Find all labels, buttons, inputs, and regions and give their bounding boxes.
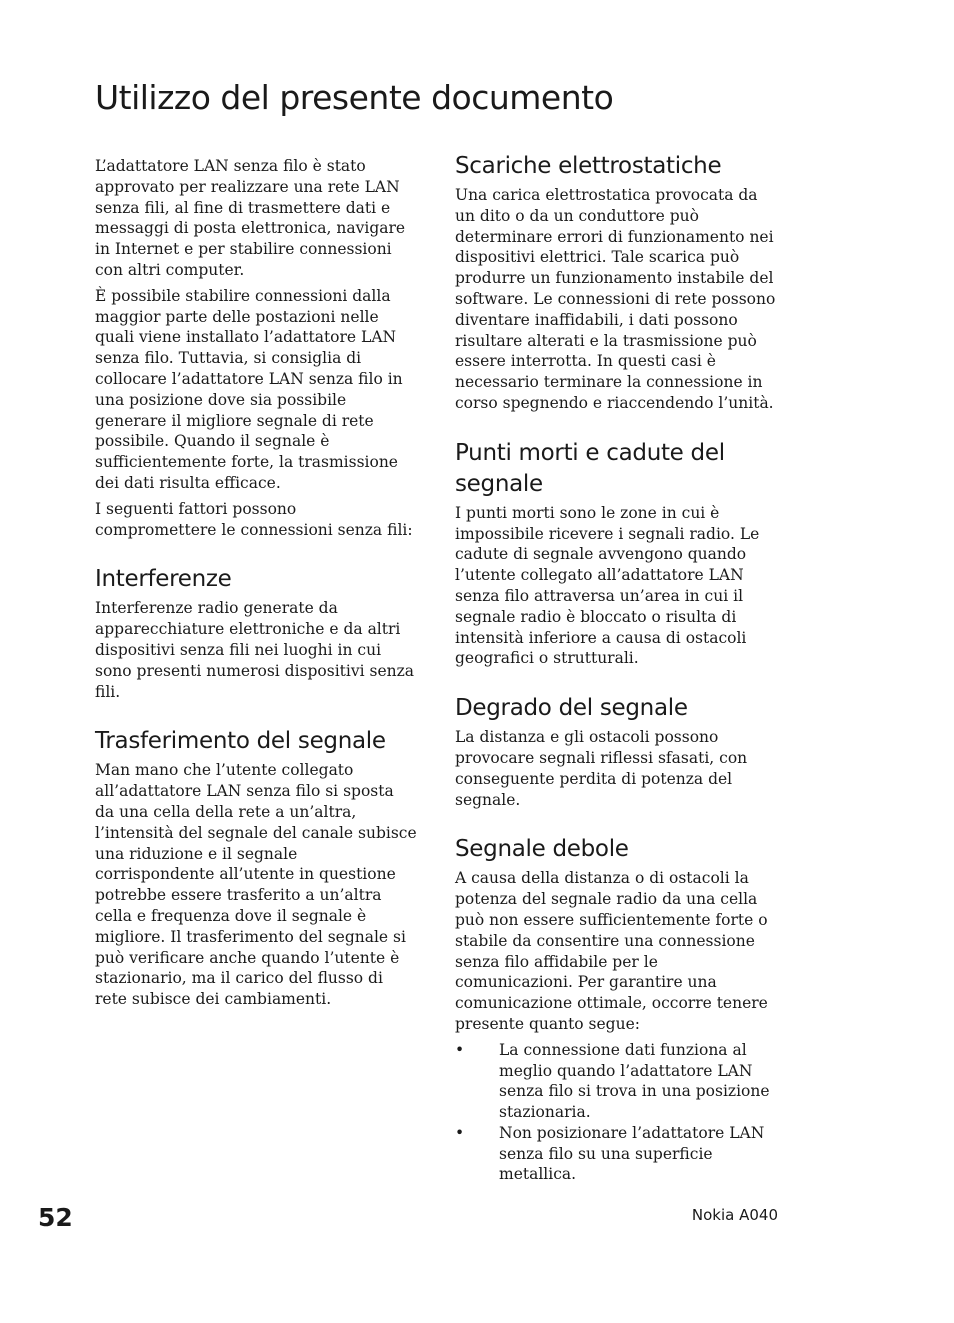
section-heading-punti-morti: Punti morti e cadute del segnale	[455, 439, 725, 497]
page-number: 52	[38, 1203, 73, 1232]
section-body-punti-morti: I punti morti sono le zone in cui è impossibile ricevere i segnali radio. Le cadute di segnale avvengono quando l’utente collegato all’adattatore LAN senza filo attraversa un’area in cui il segnale radio è bloccato o risulta di intensità inferiore a causa di ostacoli geografici o strutturali.	[455, 503, 760, 668]
bullet-icon: •	[455, 1123, 465, 1142]
section-heading-segnale-debole: Segnale debole	[455, 836, 629, 863]
section-body-interferenze: Interferenze radio generate da apparecchiature elettroniche e da altri dispositivi senza fili nei luoghi in cui sono presenti numerosi dispositivi senza fili.	[95, 599, 415, 701]
section-heading-scariche: Scariche elettrostatiche	[455, 153, 722, 179]
section-heading-degrado: Degrado del segnale	[455, 695, 688, 722]
section-body-trasferimento: Man mano che l’utente collegato all’adattatore LAN senza filo si sposta da una cella della rete a un’altra, l’intensità del segnale del canale subisce una riduzione e il segnale corrispondente all’utente in questione potrebbe essere trasferito a un’altra cella e frequenza dove il segnale è migliore. Il trasferimento del segnale si può verificare anche quando l’utente è stazionario, ma il carico del flusso di rete subisce dei cambiamenti.	[95, 761, 417, 1009]
section-heading-interferenze: Interferenze	[95, 566, 232, 593]
right-column	[455, 151, 779, 1185]
footer-product-name: Nokia A040	[691, 1206, 778, 1224]
section-heading-trasferimento: Trasferimento del segnale	[95, 728, 386, 755]
intro-paragraph: È possibile stabilire connessioni dalla maggior parte delle postazioni nelle quali viene installato l’adattatore LAN senza filo. Tuttavia, si consiglia di collocare l’adattatore LAN senza filo in una posizione dove sia possibile generare il migliore segnale di rete possibile. Quando il segnale è sufficientemente forte, la trasmissione dei dati risulta efficace.	[95, 286, 403, 492]
list-item	[455, 1040, 779, 1123]
list-item-text: La connessione dati funziona al meglio quando l’adattatore LAN senza filo si trova in una posizione stazionaria.	[499, 1040, 770, 1122]
bullet-list	[455, 1040, 779, 1186]
intro-paragraph: L’adattatore LAN senza filo è stato approvato per realizzare una rete LAN senza fili, al fine di trasmettere dati e messaggi di posta elettronica, navigare in Internet e per stabilire connessioni con altri computer.	[95, 157, 406, 279]
section-body-degrado: La distanza e gli ostacoli possono provocare segnali riflessi sfasati, con conseguente perdita di potenza del segnale.	[455, 728, 748, 809]
page-title: Utilizzo del presente documento	[95, 78, 614, 117]
intro-paragraph: I seguenti fattori possono compromettere le connessioni senza fili:	[95, 499, 413, 539]
bullet-icon: •	[455, 1040, 465, 1059]
left-column	[95, 156, 417, 1015]
section-body-segnale-debole: A causa della distanza o di ostacoli la potenza del segnale radio da una cella può non essere sufficientemente forte o stabile da consentire una connessione senza filo affidabile per le comunicazioni. Per garantire una comunicazione ottimale, occorre tenere presente quanto segue:	[455, 869, 768, 1033]
section-body-scariche: Una carica elettrostatica provocata da un dito o da un conduttore può determinare errori di funzionamento nei dispositivi elettrici. Tale scarica può produrre un funzionamento instabile del software. Le connessioni di rete possono diventare inaffidabili, i dati possono risultare alterati e la trasmissione può essere interrotta. In questi casi è necessario terminare la connessione in corso spegnendo e riaccendendo l’unità.	[455, 186, 776, 412]
list-item-text: Non posizionare l’adattatore LAN senza filo su una superficie metallica.	[499, 1123, 765, 1184]
list-item	[455, 1123, 779, 1185]
